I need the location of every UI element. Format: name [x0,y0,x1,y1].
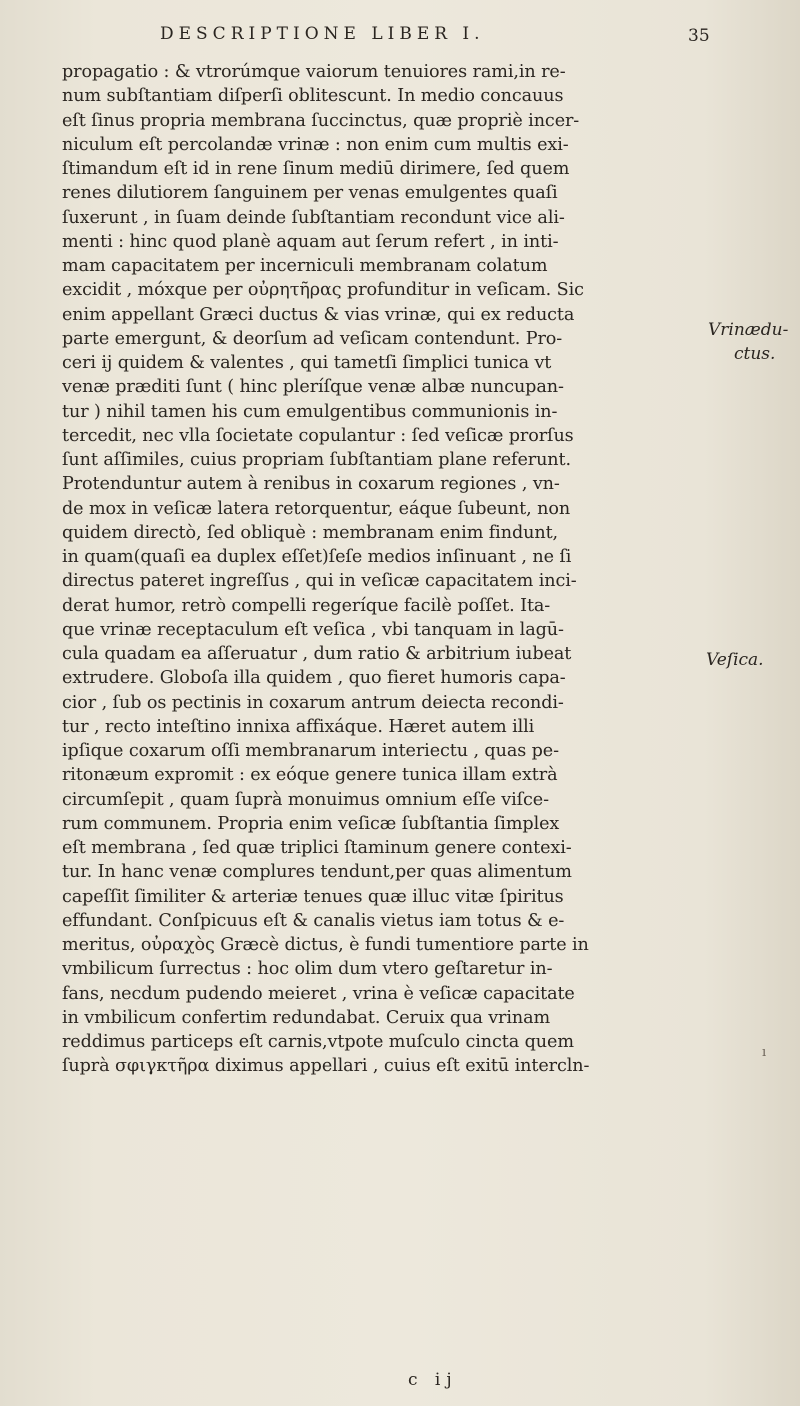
text-line: ſuprà σφιγκτῆρα diximus appellari , cuius eſt exitū intercln- [62,1056,590,1077]
text-line: venæ præditi ſunt ( hinc pleríſque venæ albæ nuncupan- [62,377,564,398]
text-line: in quam(quaſi ea duplex eſſet)ſeſe medios inſinuant , ne ſi [62,547,572,567]
text-line: menti : hinc quod planè aquam aut ſerum refert , in inti- [62,231,559,252]
text-line: extrudere. Globoſa illa quidem , quo fieret humoris capa- [62,668,566,689]
text-line: in vmbilicum confertim redundabat. Ceruix qua vrinam [62,1007,551,1028]
text-line: capeſſit ſimiliter & arteriæ tenues quæ illuc vitæ ſpiritus [62,886,564,907]
text-line: parte emergunt, & deorſum ad veſicam contendunt. Pro- [62,328,563,349]
text-line: ſtimandum eſt id in rene ſinum mediū dirimere, ſed quem [62,159,570,179]
text-line: vmbilicum ſurrectus : hoc olim dum vtero geſtaretur in- [62,959,553,980]
text-line: renes dilutiorem ſanguinem per venas emulgentes quaſi [62,183,558,204]
text-line: derat humor, retrò compelli regeríque facilè poſſet. Ita- [62,595,551,616]
page-header [0,24,800,54]
text-line: tur , recto inteſtino innixa affixáque. Hæret autem illi [62,716,535,737]
text-line: reddimus particeps eſt carnis,vtpote muſculo cincta quem [62,1032,574,1052]
text-line: directus pateret ingreſſus , qui in veſicæ capacitatem inci- [62,571,577,592]
text-line: cior , ſub os pectinis in coxarum antrum deiecta recondi- [62,692,564,713]
stray-margin-mark: ı [762,1045,767,1060]
text-line: ſunt aſſimiles, cuius propriam ſubſtantiam plane referunt. [62,450,571,470]
text-line: excidit , móxque per οὐρητῆρας profunditur in veſicam. Sic [62,280,584,301]
text-line: que vrinæ receptaculum eſt veſica , vbi tanquam in lagū- [62,619,564,640]
text-line: quidem directò, ſed obliquè : membranam enim findunt, [62,522,559,543]
page-number: 35 [688,26,710,46]
text-line: ceri ij quidem & valentes , qui tametſi ſimplici tunica vt [62,353,552,373]
text-line: propagatio : & vtrorúmque vaiorum tenuiores rami,in re- [62,62,566,82]
text-line: enim appellant Græci ductus & vias vrinæ, qui ex reducta [62,304,575,325]
text-line: ritonæum expromit : ex eóque genere tunica illam extrà [62,765,558,786]
text-line: mam capacitatem per incerniculi membranam colatum [62,256,548,276]
margin-note-vrinae-ductus-cont: ctus. [734,344,776,364]
running-head: DESCRIPTIONE LIBER I. [160,24,485,44]
text-line: rum communem. Propria enim veſicæ ſubſtantia ſimplex [62,813,560,834]
body-text [62,60,762,1079]
text-line: meritus, οὐραχὸς Græcè dictus, è fundi tumentiore parte in [62,935,589,955]
text-line: Protenduntur autem à renibus in coxarum regiones , vn- [62,474,560,495]
text-line: eſt ſinus propria membrana ſuccinctus, quæ propriè incer- [62,110,580,131]
text-line: eſt membrana , ſed quæ triplici ſtaminum genere contexi- [62,838,572,858]
text-line: niculum eſt percolandæ vrinæ : non enim cum multis exi- [62,134,569,155]
text-line: num subſtantiam diſperſi oblitescunt. In medio concauus [62,86,564,107]
text-line: cula quadam ea aſſeruatur , dum ratio & arbitrium iubeat [62,644,572,664]
margin-note-vrinae-ductus: Vrinædu- [708,320,789,340]
text-line: fans, necdum pudendo meieret , vrina è veſicæ capacitate [62,983,575,1004]
text-line: de mox in veſicæ latera retorquentur, eáque ſubeunt, non [62,498,571,519]
text-line: tercedit, nec vlla ſocietate copulantur : ſed veſicæ prorſus [62,425,574,446]
text-line: tur. In hanc venæ complures tendunt,per quas alimentum [62,862,572,883]
margin-note-vesica: Veſica. [706,650,764,670]
signature-mark: c ij [408,1370,458,1390]
text-line: effundant. Conſpicuus eſt & canalis vietus iam totus & e- [62,910,565,931]
text-line: circumſepit , quam ſuprà monuimus omnium eſſe viſce- [62,789,549,810]
text-line: tur ) nihil tamen his cum emulgentibus communionis in- [62,401,558,422]
text-line: ſuxerunt , in ſuam deinde ſubſtantiam recondunt vice ali- [62,207,565,228]
text-line: ipſique coxarum oſſi membranarum interiectu , quas pe- [62,741,559,761]
